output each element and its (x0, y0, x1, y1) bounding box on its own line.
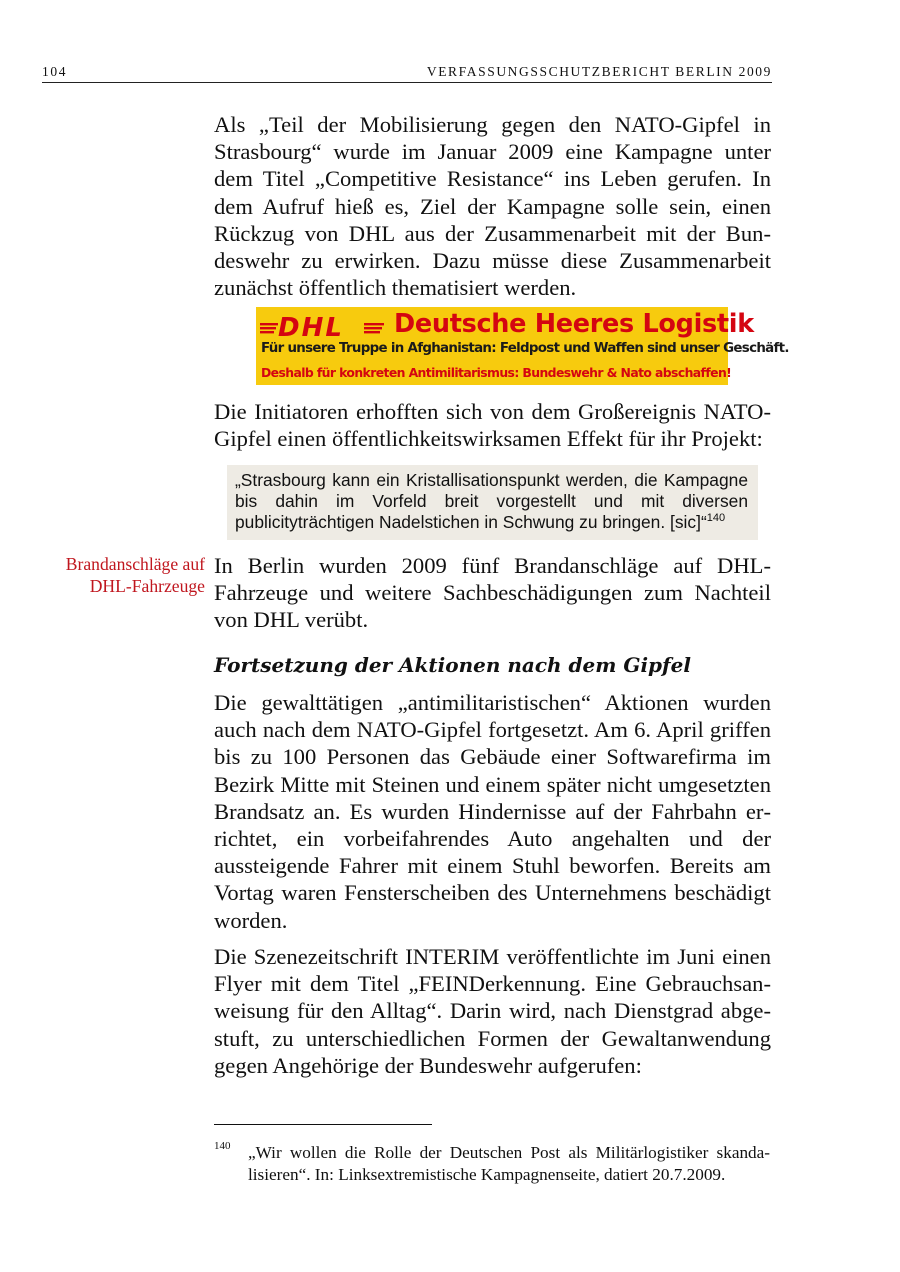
quote-text (235, 470, 748, 533)
footnote-divider (214, 1124, 432, 1125)
paragraph-text: Als „Teil der Mobilisierung gegen den NATO-Gipfel in Strasbourg“ wurde im Januar 2009 eine Kampagne unter dem Titel „Competitive Resistance“ ins Leben gerufen. In dem Aufruf hieß es, Ziel der Kampagne solle sein, einen Rückzug von DHL aus der Zusammenarbeit mit der Bundeswehr zu erwirken. Dazu müsse diese Zusammenarbeit zunächst öffentlich thematisiert werden. (214, 112, 771, 301)
banner-line-2: Für unsere Truppe in Afghanistan: Feldpost und Waffen sind unser Geschäft. (261, 341, 789, 356)
running-header (42, 62, 772, 83)
section-heading: Fortsetzung der Aktionen nach dem Gipfel (214, 653, 691, 677)
dhl-parody-banner (256, 307, 789, 385)
margin-note (30, 554, 205, 597)
paragraph-text: Die Initiatoren erhofften sich von dem Großereignis NATO-Gipfel einen öffentlichkeitswirksamen Effekt für ihr Projekt: (214, 399, 771, 452)
banner-line-3: Deshalb für konkreten Antimilitarismus: Bundeswehr & Nato abschaffen! (261, 365, 732, 380)
paragraph-text: In Berlin wurden 2009 fünf Brandanschläge auf DHL-Fahrzeuge und weitere Sachbeschädigungen zum Nachteil von DHL verübt. (214, 553, 771, 633)
paragraph-text: Die gewalttätigen „antimilitaristischen“ Aktionen wurden auch nach dem NATO-Gipfel fortgesetzt. Am 6. April griffen bis zu 100 Personen das Gebäude einer Softwarefirma im Bezirk Mitte mit Steinen und einem später nicht umgesetzten Brandsatz an. Es wurden Hindernisse auf der Fahrbahn errichtet, ein vorbeifahrendes Auto angehalten und der aussteigende Fahrer mit einem Stuhl beworfen. Bereits am Vortag waren Fensterscheiben des Unternehmens beschädigt worden. (214, 690, 771, 933)
paragraph-actions (214, 689, 771, 934)
margin-note-line: Brandanschläge auf (65, 554, 205, 574)
paragraph-interim (214, 943, 771, 1079)
dhl-logo-icon (260, 311, 384, 341)
footnote-number: 140 (214, 1140, 231, 1152)
margin-note-line: DHL-Fahrzeuge (89, 575, 205, 596)
paragraph-text: Die Szenezeitschrift INTERIM veröffentlichte im Juni einen Flyer mit dem Titel „FEINDerkennung. Eine Gebrauchsanweisung für den Alltag“. Darin wird, nach Dienstgrad abgestuft, zu unterschiedlichen Formen der Gewaltanwendung gegen Angehörige der Bundeswehr aufgerufen: (214, 944, 771, 1078)
quote-box (227, 465, 758, 540)
footnote-text: „Wir wollen die Rolle der Deutschen Post als Militärlogistiker skandalisieren“. In: Linksextremistische Kampagnenseite, datiert 20.7.2009. (248, 1143, 770, 1184)
paragraph-initiators (214, 398, 771, 452)
banner-brand-line: Deutsche Heeres Logistik (394, 309, 754, 339)
quote-body: „Strasbourg kann ein Kristallisationspunkt werden, die Kampagne bis dahin im Vorfeld breit vorgestellt und mit diversen publicityträchtigen Nadelstichen in Schwung zu bringen. [sic]“ (235, 470, 748, 532)
footnote-reference: 140 (706, 512, 726, 524)
paragraph-campaign (214, 111, 771, 301)
page-number: 104 (42, 64, 68, 79)
paragraph-arson (214, 552, 771, 634)
svg-text:DHL: DHL (278, 313, 344, 343)
running-title: VERFASSUNGSSCHUTZBERICHT BERLIN 2009 (426, 64, 772, 79)
